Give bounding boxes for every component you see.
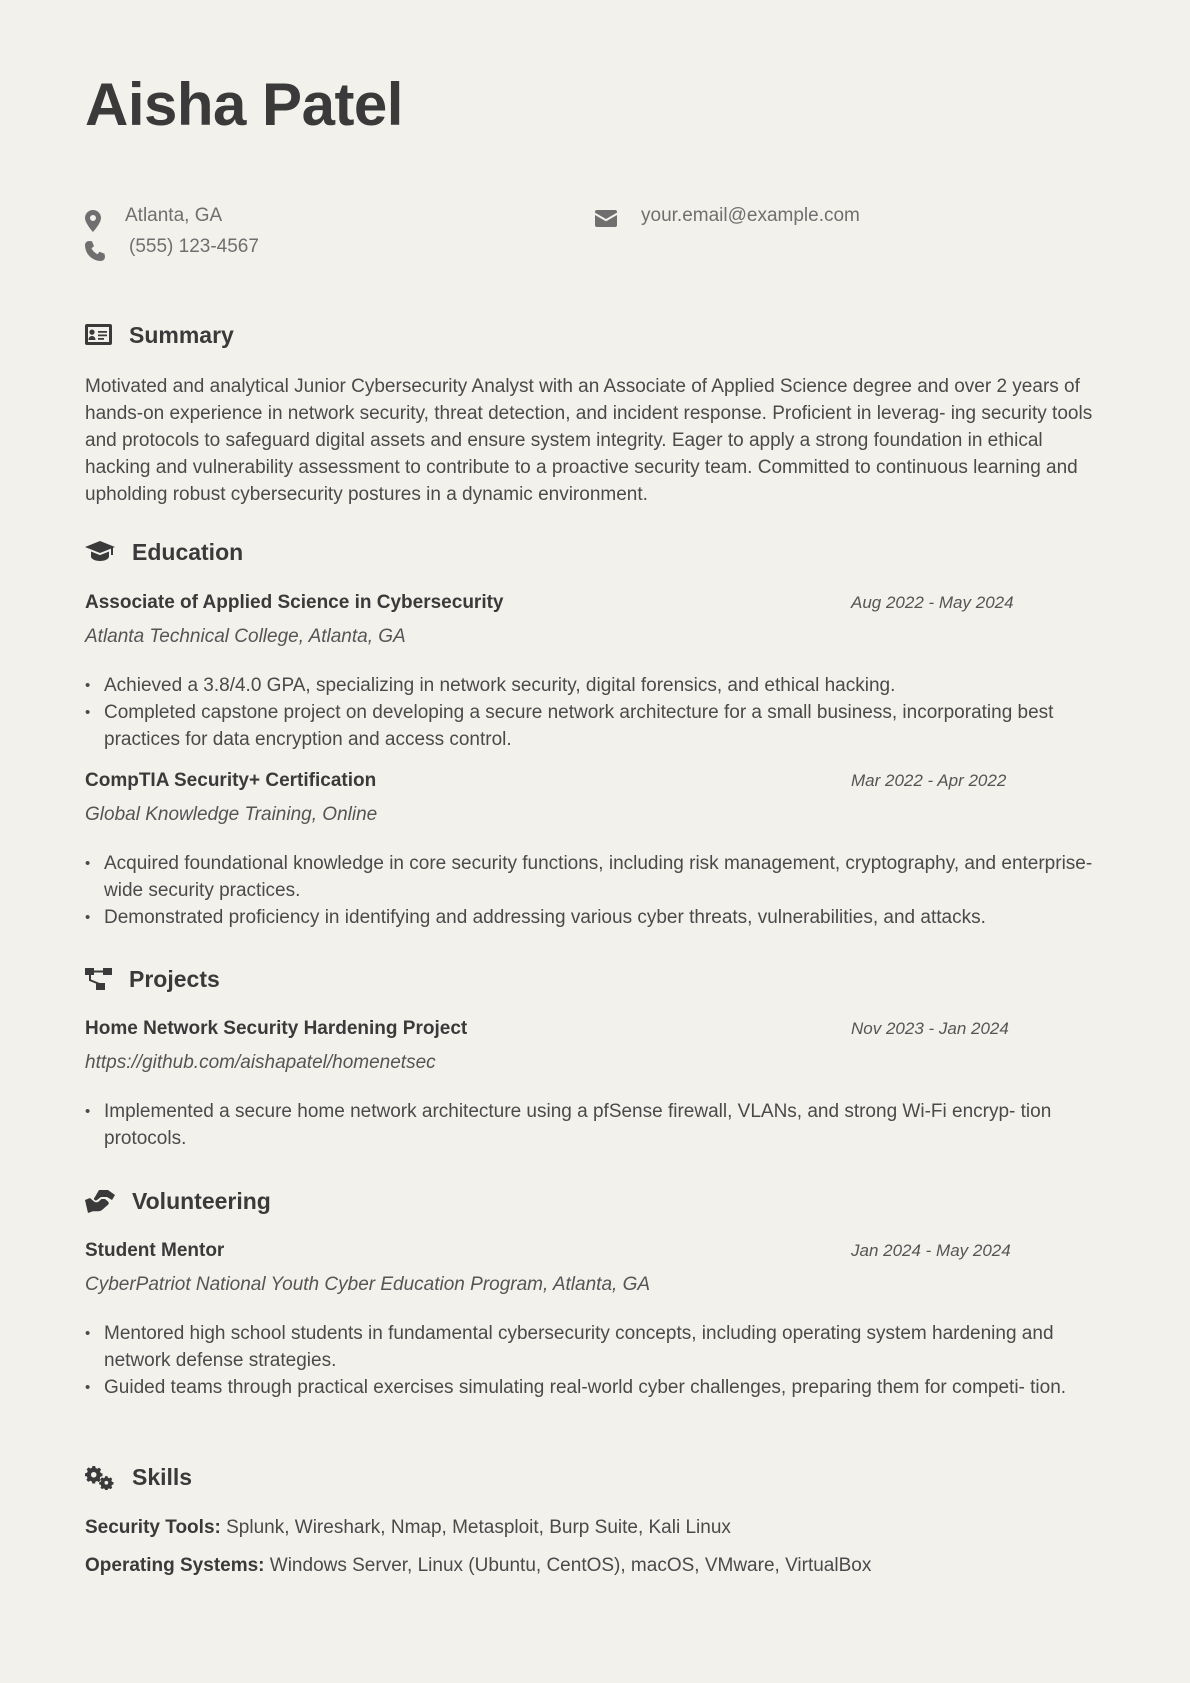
education-entry-2-title: CompTIA Security+ Certification: [85, 770, 377, 791]
skill-value: Splunk, Wireshark, Nmap, Metasploit, Burp Suite, Kali Linux: [226, 1517, 731, 1538]
education-entry-2-bullets: [85, 850, 1105, 931]
cogs-icon: [85, 1466, 115, 1490]
summary-text: Motivated and analytical Junior Cybersecurity Analyst with an Associate of Applied Science degree and over 2 years of hands-on experience in network security, threat detection, and incident response. Proficient in leverag- ing security tools and protocols to safeguard digital assets and ensure system integrity. Eager to apply a strong foundation in ethical hacking and vulnerability assessment to contribute to a proactive security team. Committed to continuous learning and upholding robust cybersecurity postures in a dynamic environment.: [85, 376, 1093, 505]
phone-icon: [85, 241, 105, 263]
project-diagram-icon: [85, 968, 113, 992]
skills-heading-text: Skills: [132, 1464, 193, 1490]
volunteering-entry-1-bullets: [85, 1320, 1105, 1401]
education-heading-text: Education: [132, 539, 244, 565]
list-item: • Mentored high school students in fundamental cybersecurity concepts, including operating system hardening and network defense strategies.: [85, 1320, 1105, 1374]
volunteering-heading: [85, 1188, 271, 1215]
skill-value: Windows Server, Linux (Ubuntu, CentOS), macOS, VMware, VirtualBox: [269, 1555, 872, 1576]
id-card-icon: [85, 324, 113, 348]
education-heading: [85, 539, 243, 566]
list-item: • Demonstrated proficiency in identifying and addressing various cyber threats, vulnerabilities, and attacks.: [85, 904, 1105, 931]
contact-email[interactable]: [595, 205, 860, 232]
map-marker-icon: [85, 210, 105, 232]
education-entry-2-date: Mar 2022 - Apr 2022: [851, 771, 1007, 790]
projects-heading: [85, 966, 220, 993]
contact-phone[interactable]: [85, 236, 259, 263]
candidate-name: Aisha Patel: [85, 71, 403, 138]
hands-helping-icon: [85, 1190, 115, 1214]
project-entry-1-title: Home Network Security Hardening Project: [85, 1018, 468, 1039]
envelope-icon: [595, 210, 617, 232]
skills-heading: [85, 1464, 192, 1491]
skill-label: Operating Systems:: [85, 1555, 265, 1576]
list-item: • Implemented a secure home network architecture using a pfSense firewall, VLANs, and strong Wi-Fi encryp- tion protocols.: [85, 1098, 1105, 1152]
graduation-cap-icon: [85, 541, 115, 565]
volunteering-entry-1-title: Student Mentor: [85, 1240, 225, 1261]
skill-line-operating-systems: [85, 1555, 871, 1577]
location-text: Atlanta, GA: [125, 205, 223, 226]
volunteering-entry-1-organization: CyberPatriot National Youth Cyber Education Program, Atlanta, GA: [85, 1274, 651, 1295]
project-entry-1-bullets: [85, 1098, 1105, 1152]
projects-heading-text: Projects: [129, 966, 220, 992]
education-entry-2-institution: Global Knowledge Training, Online: [85, 804, 378, 825]
volunteering-heading-text: Volunteering: [132, 1188, 271, 1214]
education-entry-1-bullets: [85, 672, 1105, 753]
project-entry-1-link[interactable]: https://github.com/aishapatel/homenetsec: [85, 1052, 436, 1073]
skill-label: Security Tools:: [85, 1517, 221, 1538]
summary-heading: [85, 322, 234, 349]
project-entry-1-date: Nov 2023 - Jan 2024: [851, 1019, 1009, 1038]
list-item: • Guided teams through practical exercises simulating real-world cyber challenges, preparing them for competi- tion.: [85, 1374, 1105, 1401]
phone-text[interactable]: (555) 123-4567: [129, 236, 259, 257]
skill-line-security-tools: [85, 1517, 731, 1539]
list-item: • Completed capstone project on developing a secure network architecture for a small business, incorporating best practices for data encryption and access control.: [85, 699, 1105, 753]
education-entry-1-title: Associate of Applied Science in Cybersecurity: [85, 592, 504, 613]
list-item: • Acquired foundational knowledge in core security functions, including risk management, cryptography, and enterprise-wide security practices.: [85, 850, 1105, 904]
summary-heading-text: Summary: [129, 322, 234, 348]
contact-location: [85, 205, 223, 232]
email-text[interactable]: your.email@example.com: [641, 205, 860, 226]
education-entry-1-date: Aug 2022 - May 2024: [851, 593, 1014, 612]
education-entry-1-institution: Atlanta Technical College, Atlanta, GA: [85, 626, 406, 647]
volunteering-entry-1-date: Jan 2024 - May 2024: [851, 1241, 1011, 1260]
list-item: • Achieved a 3.8/4.0 GPA, specializing in network security, digital forensics, and ethical hacking.: [85, 672, 1105, 699]
